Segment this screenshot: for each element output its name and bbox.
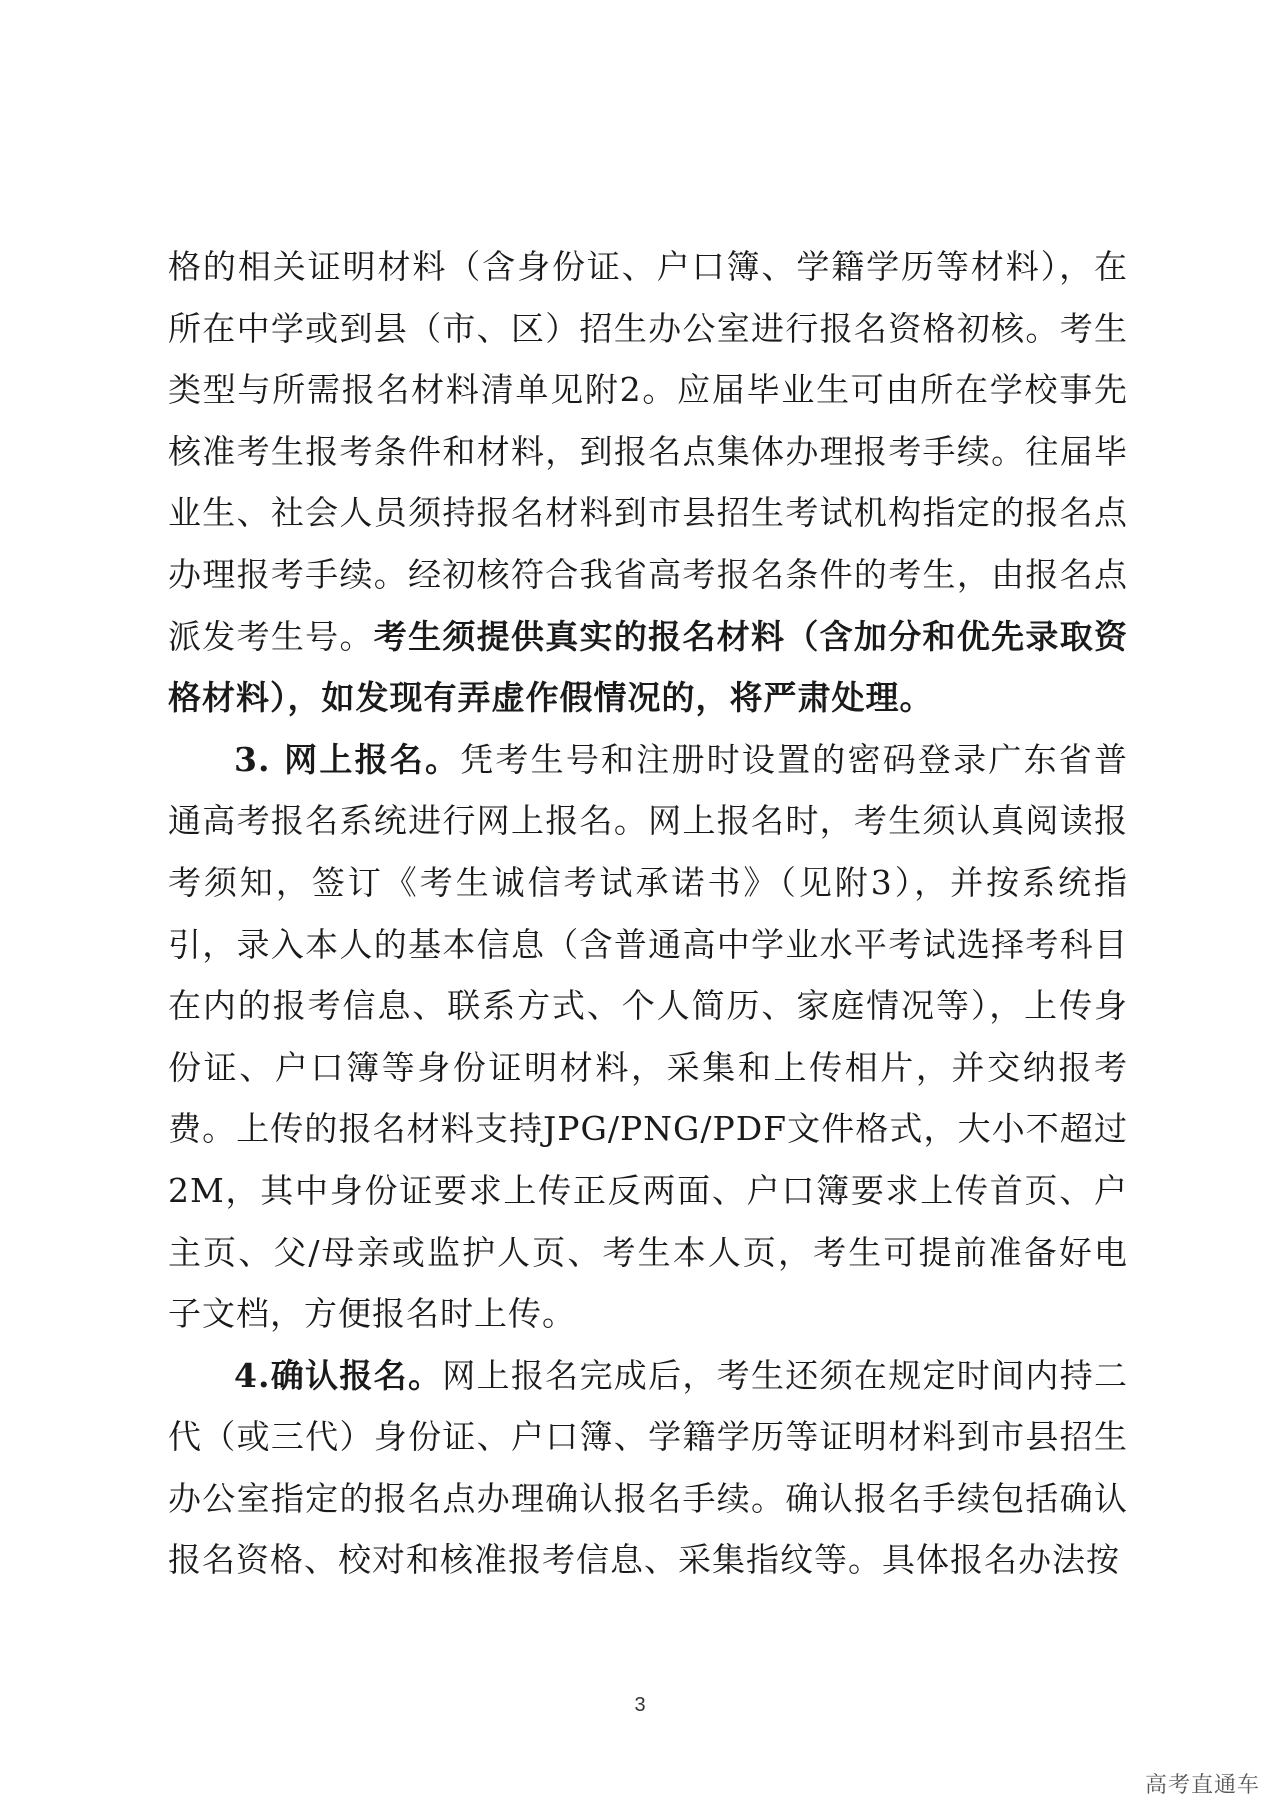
paragraph-bold-text: 考生须提供真实的报名材料（含加分和优先录取资格材料），如发现有弄虚作假情况的，将严肃处理。: [168, 616, 1129, 718]
paragraph-confirm-registration: [168, 1345, 1128, 1591]
body-text: [168, 236, 1128, 1591]
section-heading: 3. 网上报名。: [234, 739, 461, 779]
page-number: 3: [634, 1694, 646, 1716]
watermark: 高考直通车: [1144, 1773, 1260, 1798]
paragraph-continuation: [168, 236, 1128, 729]
paragraph-text: 凭考生号和注册时设置的密码登录广东省普通高考报名系统进行网上报名。网上报名时，考生须认真阅读报考须知，签订《考生诚信考试承诺书》（见附3），并按系统指引，录入本人的基本信息（含普通高中学业水平考试选择考科目在内的报考信息、联系方式、个人简历、家庭情况等），上传身份证、户口簿等身份证明材料，采集和上传相片，并交纳报考费。上传的报名材料支持JPG/PNG/PDF文件格式，大小不超过2M，其中身份证要求上传正反两面、户口簿要求上传首页、户主页、父/母亲或监护人页、考生本人页，考生可提前准备好电子文档，方便报名时上传。: [168, 739, 1128, 1334]
paragraph-text: 网上报名完成后，考生还须在规定时间内持二代（或三代）身份证、户口簿、学籍学历等证明材料到市县招生办公室指定的报名点办理确认报名手续。确认报名手续包括确认报名资格、校对和核准报考信息、采集指纹等。具体报名办法按: [168, 1355, 1129, 1580]
paragraph-text: 格的相关证明材料（含身份证、户口簿、学籍学历等材料），在所在中学或到县（市、区）招生办公室进行报名资格初核。考生类型与所需报名材料清单见附2。应届毕业生可由所在学校事先核准考生报考条件和材料，到报名点集体办理报考手续。往届毕业生、社会人员须持报名材料到市县招生考试机构指定的报名点办理报考手续。经初核符合我省高考报名条件的考生，由报名点派发考生号。: [168, 247, 1128, 656]
section-heading: 4.确认报名。: [234, 1355, 443, 1395]
paragraph-online-registration: [168, 729, 1128, 1345]
